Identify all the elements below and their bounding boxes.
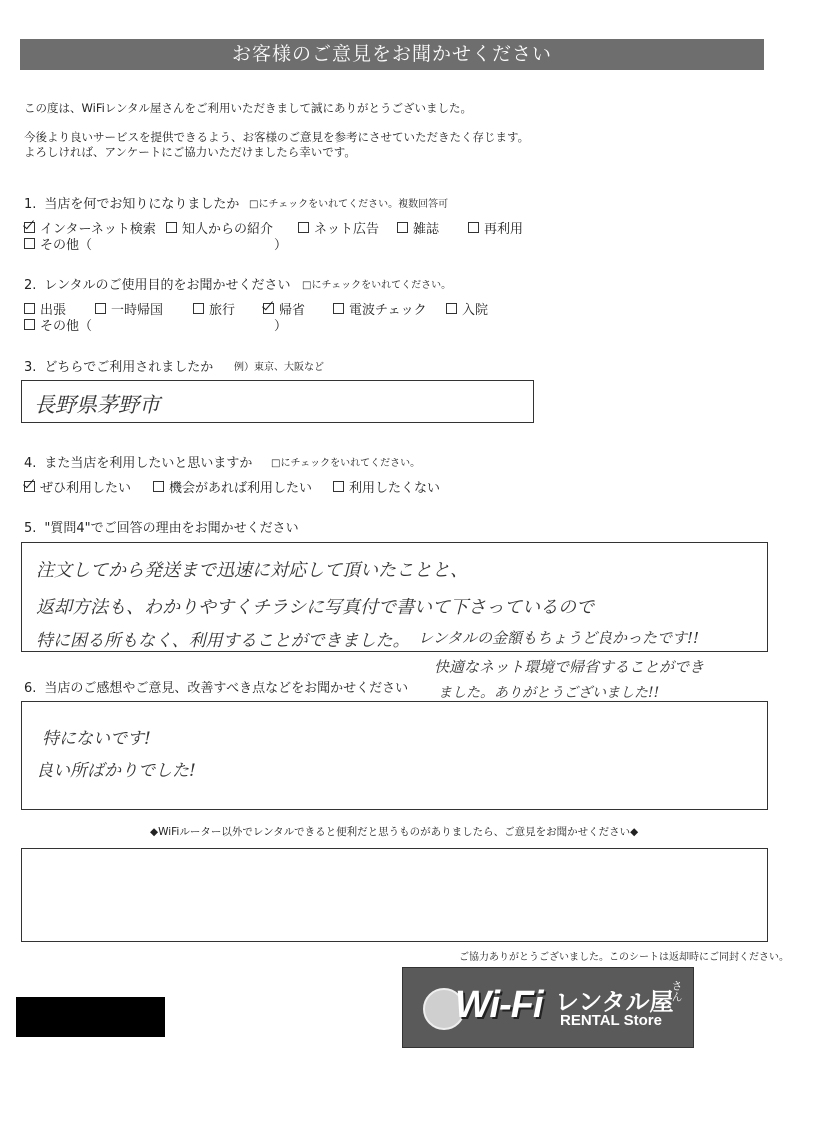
intro-line-1: この度は、WiFiレンタル屋さんをご利用いただきまして誠にありがとうございました。 (24, 101, 473, 115)
checkbox-checked[interactable] (263, 303, 274, 314)
logo-wifi-text: Wi-Fi (455, 984, 543, 1026)
q2-option-signal-check[interactable]: 電波チェック (333, 299, 427, 318)
q6-answer-line-2: 良い所ばかりでした! (36, 761, 196, 781)
q3-answer-field[interactable] (21, 380, 534, 423)
q6-heading: 6. 当店のご感想やご意見、改善すべき点などをお聞かせください (24, 681, 409, 696)
q3-note: 例）東京、大阪など (234, 362, 324, 373)
q3-answer: 長野県茅野市 (34, 393, 160, 417)
q3-heading: 3. どちらでご利用されましたか (24, 360, 214, 375)
checkbox[interactable] (333, 481, 344, 492)
q1-option-other[interactable]: その他（ ） (24, 234, 287, 253)
checkbox[interactable] (153, 481, 164, 492)
q2-option-travel[interactable]: 旅行 (193, 299, 235, 318)
logo-jp-text: レンタル屋 (555, 988, 674, 1016)
q5-label: "質問4"でご回答の理由をお聞かせください (44, 521, 299, 536)
intro-line-3: よろしければ、アンケートにご協力いただけましたら幸いです。 (24, 145, 356, 159)
brand-logo (402, 967, 694, 1048)
q1-option-referral[interactable]: 知人からの紹介 (166, 218, 273, 237)
q2-option-temp-return[interactable]: 一時帰国 (95, 299, 163, 318)
q4-note: □にチェックをいれてください。 (271, 458, 421, 469)
q4-option-no[interactable]: 利用したくない (333, 477, 440, 496)
logo-en-text: RENTAL Store (560, 1012, 662, 1029)
checkbox-checked[interactable] (24, 222, 35, 233)
checkbox[interactable] (298, 222, 309, 233)
request-answer-field[interactable] (21, 848, 768, 942)
q4-option-maybe[interactable]: 機会があれば利用したい (153, 477, 312, 496)
q2-option-homecoming[interactable]: 帰省 (263, 299, 305, 318)
q3-label: どちらでご利用されましたか (44, 360, 214, 375)
checkbox[interactable] (193, 303, 204, 314)
q2-option-other[interactable]: その他（ ） (24, 315, 287, 334)
q2-option-business-trip[interactable]: 出張 (24, 299, 66, 318)
q5-answer-line-4: レンタルの金額もちょうど良かったです!! (418, 629, 700, 647)
q6-answer-field[interactable] (21, 701, 768, 810)
q5-answer-line-1: 注文してから発送まで迅速に対応して頂いたことと、 (36, 560, 468, 581)
footer-note: ご協力ありがとうございました。このシートは返却時にご同封ください。 (459, 952, 789, 963)
checkbox[interactable] (333, 303, 344, 314)
q2-note: □にチェックをいれてください。 (302, 280, 452, 291)
q1-option-reuse[interactable]: 再利用 (468, 218, 523, 237)
q5-answer-line-2: 返却方法も、わかりやすくチラシに写真付で書いて下さっているので (36, 597, 594, 618)
checkbox[interactable] (24, 319, 35, 330)
q2-option-hospital[interactable]: 入院 (446, 299, 488, 318)
checkbox[interactable] (24, 238, 35, 249)
q2-heading: 2. レンタルのご使用目的をお聞かせください (24, 278, 291, 293)
q6-label: 当店のご感想やご意見、改善すべき点などをお聞かせください (44, 681, 409, 696)
q1-label: 当店を何でお知りになりましたか (44, 197, 240, 212)
q1-number: 1. (24, 197, 37, 212)
checkbox[interactable] (166, 222, 177, 233)
q6-answer-line-1: 特にないです! (42, 729, 151, 749)
checkbox[interactable] (24, 303, 35, 314)
request-label: ◆WiFiルーター以外でレンタルできると便利だと思うものがありましたら、ご意見をお聞かせください◆ (150, 826, 639, 838)
q1-note: □にチェックをいれてください。複数回答可 (249, 199, 449, 210)
checkbox[interactable] (468, 222, 479, 233)
intro-line-2: 今後より良いサービスを提供できるよう、お客様のご意見を参考にさせていただきたく存じます。 (24, 130, 530, 144)
checkbox-checked[interactable] (24, 481, 35, 492)
redacted-block (16, 997, 165, 1037)
q5-heading: 5. "質問4"でご回答の理由をお聞かせください (24, 521, 299, 536)
q1-option-net-ad[interactable]: ネット広告 (298, 218, 379, 237)
checkbox[interactable] (446, 303, 457, 314)
q5-answer-line-5: 快適なネット環境で帰省することができ (434, 658, 705, 676)
q1-option-internet[interactable]: インターネット検索 (24, 218, 156, 237)
q4-option-definitely[interactable]: ぜひ利用したい (24, 477, 131, 496)
q4-heading: 4. また当店を利用したいと思いますか (24, 456, 253, 471)
checkbox[interactable] (95, 303, 106, 314)
q4-label: また当店を利用したいと思いますか (44, 456, 253, 471)
q1-option-magazine[interactable]: 雑誌 (397, 218, 439, 237)
q5-answer-line-3: 特に困る所もなく、利用することができました。 (36, 631, 410, 651)
logo-san-text: さん (670, 980, 683, 1002)
q5-answer-line-6: ました。ありがとうございました!! (438, 685, 660, 701)
q2-label: レンタルのご使用目的をお聞かせください (44, 278, 291, 293)
q1-heading (24, 193, 239, 212)
page-title: お客様のご意見をお聞かせください (20, 39, 764, 70)
checkbox[interactable] (397, 222, 408, 233)
